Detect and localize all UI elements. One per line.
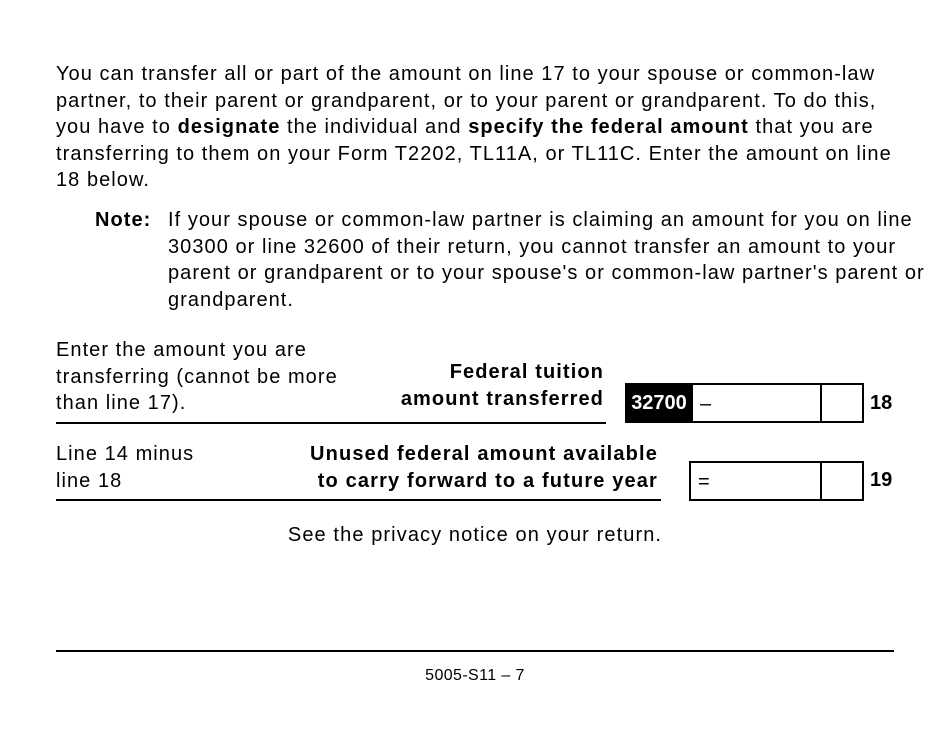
line18-code-label: 32700 <box>625 383 693 423</box>
line19-rule <box>56 499 661 501</box>
intro-text-1: You can transfer all or part of the amount on line 17 to your spouse or common-law partner, to their parent or grandparent, or to your parent or grandparent. To do this, you have to <box>56 63 877 138</box>
line18-title-line2: amount transferred <box>400 387 604 410</box>
note-label: Note: <box>95 209 152 231</box>
line19-instruction <box>56 441 256 494</box>
line19-instruction-line1: Line 14 minus <box>56 443 195 465</box>
note-text: If your spouse or common-law partner is claiming an amount for you on line 30300 or line 32600 of their return, you cannot transfer an amount to your parent or grandparent or to your spouse's or common-law partner's parent or grandparent. <box>168 209 925 311</box>
page-footer: 5005-S11 – 7 <box>425 667 525 684</box>
intro-text-3: that you are transferring to them on your Form T2202, TL11A, or TL11C. Enter the amount on line 18 below. <box>56 116 892 191</box>
line19-title-line2: to carry forward to a future year <box>317 469 658 492</box>
line18-title-line1: Federal tuition <box>449 361 604 383</box>
line19-title <box>240 441 658 494</box>
privacy-notice: See the privacy notice on your return. <box>287 524 663 546</box>
intro-bold-specify: specify the federal amount <box>468 116 749 138</box>
line19-amount-field[interactable] <box>689 461 864 501</box>
line19-equals-sign: = <box>698 471 710 493</box>
line19-instruction-line2: line 18 <box>56 469 123 492</box>
line19-cents-divider <box>820 463 822 499</box>
intro-text-2: the individual and <box>280 116 469 138</box>
intro-bold-designate: designate <box>177 116 281 138</box>
line18-minus-sign: – <box>700 393 712 415</box>
line18-amount-field[interactable] <box>691 383 864 423</box>
line18-number: 18 <box>870 392 893 414</box>
line18-title <box>360 359 604 412</box>
line19-title-line1: Unused federal amount available <box>310 443 658 465</box>
line19-number: 19 <box>870 469 893 491</box>
line18-rule <box>56 422 606 424</box>
line18-cents-divider <box>820 385 822 421</box>
line18-instruction: Enter the amount you are transferring (cannot be more than line 17). <box>56 339 338 414</box>
intro-paragraph <box>56 61 916 194</box>
footer-rule <box>56 650 894 652</box>
note-block <box>95 207 925 313</box>
